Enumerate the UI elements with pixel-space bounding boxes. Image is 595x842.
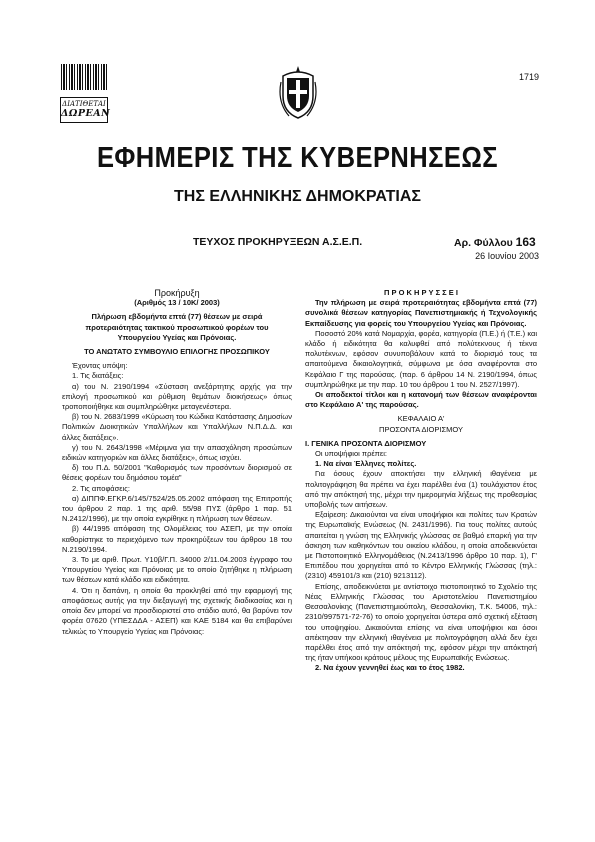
sheet-label: Αρ. Φύλλου (454, 237, 513, 249)
barcode (61, 64, 107, 90)
left-column (62, 288, 292, 637)
language-certificate-paragraph: Επίσης, αποδεικνύεται με αντίστοιχο πιστοποιητικό το Σχολείο της Νέας Ελληνικής Γλώσσας του Αριστοτελείου Πανεπιστημίου Θεσσαλονίκης (Πανεπιστημιούπολη, Θεσσαλονίκη, Τ.Κ. 54006, τηλ.: 2310/997571-72-76) το οποίο χορηγείται ύστερα από σχετική εξέταση του υποψηφίου. Δικαιούνται επίσης να είναι υποψήφιοι και όσοι απέκτησαν την ελληνική ιθαγένεια με πολιτογράφηση αλλά δεν έχει παρέλθει έτος από την απόκτησή της, εφόσον μέχρι την απόκτησή της ήταν υπήκοοι κράτους μέλους της Ευρωπαϊκής Ενώσεως. (305, 581, 537, 663)
decision-paragraph-a: α) ΔΙΠΠΦ.ΕΓΚΡ.6/145/7524/25.05.2002 απόφαση της Επιτροπής του άρθρου 2 παρ. 1 της αριθ. 55/98 ΠΥΣ (άρθρο 1 παρ. 51 Ν.2412/1996), με την οποία εγκρίθηκε η πλήρωση των θέσεων. (62, 493, 292, 524)
stamp-line-1: ΔΙΑΤΙΘΕΤΑΙ (62, 100, 106, 108)
right-column (305, 288, 537, 674)
law-paragraph-d: δ) του Π.Δ. 50/2001 "Καθορισμός των προσόντων διορισμού σε θέσεις φορέων του δημόσιου τομέα" (62, 463, 292, 483)
gazette-title: ΕΦΗΜΕΡΙΣ ΤΗΣ ΚΥΒΕΡΝΗΣΕΩΣ (96, 142, 499, 174)
quota-paragraph: Ποσοστό 20% κατά Νομαρχία, φορέα, κατηγορία (Π.Ε.) ή (Τ.Ε.) και κλάδο ή ειδικότητα θα καλυφθεί από πολύτεκνους ή τέκνα πολυτέκνων, εφόσον συνυποβάλουν κατά το διορισμό τους τα απαιτούμενα δικαιολογητικά, σύμφωνα με όσα αναφέρονται στο Κεφάλαιο Γ της παρούσας. (παρ. 6 άρθρου 14 Ν. 2190/1994, όπως συμπληρώθηκε με την παρ. 10 του άρθρου 1 του Ν. 2527/1997). (305, 328, 537, 389)
announces-heading: Π Ρ Ο Κ Η Ρ Υ Σ Σ Ε Ι (384, 288, 458, 297)
chapter-heading: ΚΕΦΑΛΑΙΟ Α' (397, 414, 445, 424)
requirement-1: 1. Να είναι Έλληνες πολίτες. (315, 459, 417, 469)
issue-type: ΤΕΥΧΟΣ ΠΡΟΚΗΡΥΞΕΩΝ Α.Σ.Ε.Π. (193, 236, 363, 248)
exception-paragraph: Εξαίρεση: Δικαιούνται να είναι υποψήφιοι και πολίτες των Κρατών της Ευρωπαϊκής Ενώσεως (Ν. 2431/1996). Για τους πολίτες αυτούς απαιτείται η γνώση της Ελληνικής γλώσσας σε βαθμό επαρκή για την άσκηση των καθηκόντων του οικείου κλάδου, η οποία αποδεικνύεται με Πιστοποιητικό Ελληνομάθειας (Ν.2413/1996 άρθρο 10 παρ. 1), Γ' Επιπέδου που χορηγείται από το Κέντρο Ελληνικής Γλώσσας (τηλ.: (2310) 459101/3 και (210) 9213112). (305, 510, 537, 581)
naturalization-paragraph: Για όσους έχουν αποκτήσει την ελληνική ιθαγένεια με πολιτογράφηση θα πρέπει να έχει παρέλθει ένα (1) τουλάχιστον έτος από την απόκτησή της, μέχρι την ημερομηνία λήξεως της προθεσμίας υποβολής των αιτήσεων. (305, 469, 537, 510)
document-paragraph-3: 3. Το με αριθ. Πρωτ. Υ10β/Γ.Π. 34000 2/11.04.2003 έγγραφο του Υπουργείου Υγείας και Πρόνοιας με το οποίο ζητήθηκε η πλήρωση των θέσεων κατά κλάδο και ειδικότητα. (62, 555, 292, 585)
notice-summary: Πλήρωση εβδομήντα επτά (77) θέσεων με σειρά προτεραιότητας τακτικού προσωπικού φορέων του Υπουργείου Υγείας και Πρόνοιας. (85, 312, 269, 342)
notice-number: (Αριθμός 13 / 10Κ/ 2003) (134, 298, 220, 308)
greek-coat-of-arms-emblem (279, 62, 317, 122)
chapter-title: ΠΡΟΣΟΝΤΑ ΔΙΟΡΙΣΜΟΥ (379, 424, 463, 434)
decision-paragraph-b: β) 44/1995 απόφαση της Ολομέλειας του ΑΣΕΠ, με την οποία καθορίστηκε το περιεχόμενο των προκηρύξεων του άρθρου 18 του Ν.2190/1994. (62, 524, 292, 554)
sheet-number: 163 (515, 235, 536, 249)
sheet-number-label (454, 235, 536, 249)
council-heading: ΤΟ ΑΝΩΤΑΤΟ ΣΥΜΒΟΥΛΙΟ ΕΠΙΛΟΓΗΣ ΠΡΟΣΩΠΙΚΟΥ (84, 347, 270, 357)
law-paragraph-c: γ) του Ν. 2643/1998 «Μέριμνα για την απασχόληση προσώπων ειδικών κατηγοριών και άλλες διατάξεις», όπως ισχύει. (62, 442, 292, 463)
provisions-line: 1. Τις διατάξεις: (72, 371, 124, 381)
requirement-2: 2. Να έχουν γεννηθεί έως και το έτος 1982. (315, 663, 465, 673)
stamp-line-2: ΔΩΡΕΑΝ (61, 108, 111, 119)
candidates-must-line: Οι υποψήφιοι πρέπει: (315, 449, 387, 459)
announcement-paragraph: Την πλήρωση με σειρά προτεραιότητας εβδομήντα επτά (77) συνολικά θέσεων κατηγορίας Πανεπιστημιακής ή Τεχνολογικής Εκπαίδευσης για φορείς του Υπουργείου Υγείας και Πρόνοιας. (305, 298, 537, 328)
free-distribution-stamp (60, 97, 111, 123)
decisions-line: 2. Τις αποφάσεις: (72, 483, 130, 493)
notice-heading: Προκήρυξη (154, 288, 200, 298)
titles-paragraph: Οι αποδεκτοί τίτλοι και η κατανομή των θέσεων αναφέρονται στο Κεφάλαιο Α' της παρούσας. (305, 390, 537, 410)
page-number: 1719 (518, 72, 539, 82)
law-paragraph-b: β) του Ν. 2683/1999 «Κύρωση του Κώδικα Κατάστασης Δημοσίων Πολιτικών Διοικητικών Υπαλλήλων και Υπαλλήλων Ν.Π.Δ.Δ. και άλλες διατάξεις». (62, 412, 292, 442)
section-heading: Ι. ΓΕΝΙΚΑ ΠΡΟΣΟΝΤΑ ΔΙΟΡΙΣΜΟΥ (305, 438, 427, 448)
considering-line: Έχοντας υπόψη: (72, 361, 128, 371)
law-paragraph-a: α) του Ν. 2190/1994 «Σύσταση ανεξάρτητης αρχής για την επιλογή προσωπικού και ρύθμιση θεμάτων διοικήσεως» όπως τροποποιήθηκε και συμπληρώθηκε μεταγενέστερα. (62, 381, 292, 412)
expense-paragraph-4: 4. Ότι η δαπάνη, η οποία θα προκληθεί από την εφαρμογή της αποφάσεως αυτής για την διεξαγωγή της σχετικής διαδικασίας και η οποία δεν μπορεί να προσδιοριστεί στο στάδιο αυτό, θα βαρύνει τον φορέα 07620 (ΥΠΕΣΔΔΑ - ΑΣΕΠ) και ΚΑΕ 5184 και θα επιβαρύνει τελικώς το Υπουργείο Υγείας και Πρόνοιας: (62, 585, 292, 636)
gazette-subtitle: ΤΗΣ ΕΛΛΗΝΙΚΗΣ ΔΗΜΟΚΡΑΤΙΑΣ (174, 188, 421, 205)
issue-date: 26 Ιουνίου 2003 (475, 251, 539, 261)
